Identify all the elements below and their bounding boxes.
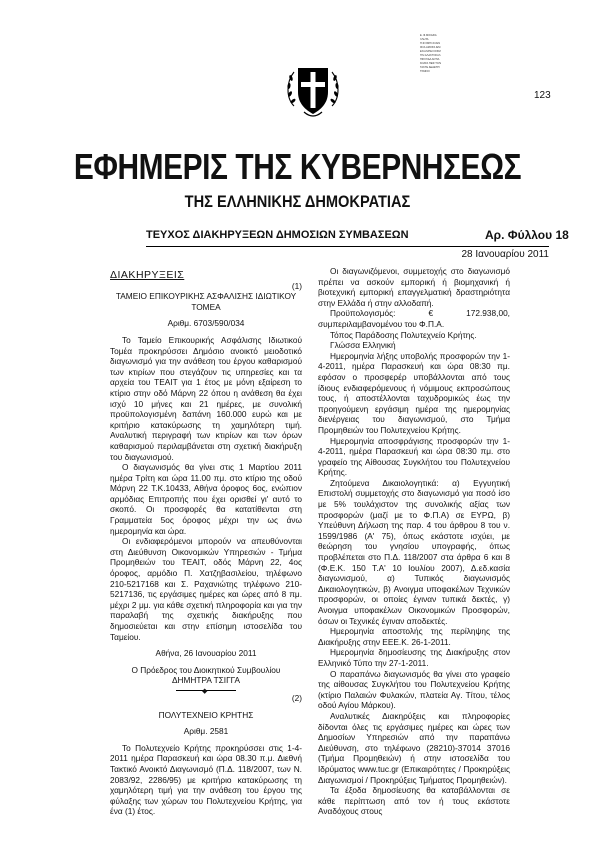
stamp-line: ΠΛΙ ΑΛΑΚΤΟΚΑΛ <box>420 54 441 57</box>
section-heading: ΔΙΑΚΗΡΥΞΕΙΣ <box>110 269 185 281</box>
stamp-line: ΛΛΗΤΑ <box>420 38 429 41</box>
stamp-line: Ε. Φ.ΜΟΙΑΖΙΑ <box>420 34 437 37</box>
masthead-title: ΕΦΗΜΕΡΙΣ ΤΗΣ ΚΥΒΕΡΝΗΣΕΩΣ <box>73 146 522 187</box>
notice-number: (1) <box>291 280 302 291</box>
signature-name: ΔΗΜΗΤΡΑ ΤΣΙΓΓΑ <box>171 675 241 686</box>
stamp-line: ΕΝ ΑΛΙΠΕΙ ΙΟΙΣΜ <box>420 50 441 53</box>
notice-reference: Αριθμ. 6703/590/034 <box>167 318 245 329</box>
stamp-line: ΠΦΥΛΙΔΑ ΑΝΤΙΑ <box>420 58 440 61</box>
stamp-line: ΤΑΚΤΕ ΔΕΔΕΤΡΙ <box>420 66 440 69</box>
issue-date: 28 Ιανουαρίου 2011 <box>461 249 549 260</box>
masthead-subtitle: ΤΗΣ ΕΛΛΗΝΙΚΗΣ ΔΗΜΟΚΡΑΤΙΑΣ <box>184 192 411 211</box>
publisher-stamp <box>420 34 476 74</box>
paragraph: Ημερομηνία δημοσίευσης της Διακήρυξης στον Ελληνικό Τύπο την 27-1-2011. <box>318 647 510 668</box>
paragraph: Ο παραπάνω διαγωνισμός θα γίνει στο γραφείο της αίθουσας Συγκλήτου του Πολυτεχνείου Κρήτης (κτίριο Παλαιών Φυλακών, πλατεία Αγ. Τίτου, τέλος οδού Αγίου Μάρκου). <box>318 668 510 711</box>
paragraph: Αναλυτικές Διακηρύξεις και πληροφορίες δίδονται όλες τις εργάσιμες ημέρες και ώρες των Δημοσίων Υπηρεσιών από την παραπάνω Διεύθυνση, στο τηλέφωνο (28210)-37014 37016 (Τμήμα Προμηθειών) ή στην ιστοσελίδα του Ιδρύματος www.tuc.gr (Επικαιρότητες / Προκηρύξεις Διαγωνισμοί / Προκηρύξεις Τμήματος Προμηθειών). <box>318 710 510 785</box>
paragraph: Ημερομηνία λήξης υποβολής προσφορών την 1-4-2011, ημέρα Παρασκευή και ώρα 08:30 πμ. εφόσον ο προσφερέρ υποβάλλονται από τους ίδιους ενδιαφερόμενους ή νόμιμους εκπροσώπους τους, ή αποστέλλονται ταχυδρομικώς έως την προηγούμενη εργάσιμη ημέρα της ημερομηνίας διενέργειας του διαγωνισμού, στο Τμήμα Προμηθειών του Πολυτεχνείου Κρήτης. <box>318 350 510 435</box>
notice-organization: ΤΑΜΕΙΟ ΕΠΙΚΟΥΡΙΚΗΣ ΑΣΦΑΛΙΣΗΣ ΙΔΙΩΤΙΚΟΥ ΤΟΜΕΑ <box>115 291 297 312</box>
sheet-number: Αρ. Φύλλου 18 <box>485 228 569 242</box>
issue-type: ΤΕΥΧΟΣ ΔΙΑΚΗΡΥΞΕΩΝ ΔΗΜΟΣΙΩΝ ΣΥΜΒΑΣΕΩΝ <box>146 229 409 241</box>
signature-date: Αθήνα, 26 Ιανουαρίου 2011 <box>155 648 257 659</box>
paragraph: Το Ταμείο Επικουρικής Ασφάλισης Ιδιωτικού Τομέα προκηρύσσει Δημόσιο ανοικτό μειοδοτικό διαγωνισμό για την ανάθεση του έργου καθαρισμού των κτιρίων που στεγάζουν τις υπηρεσίες και τα αρχεία του ΤΕΑΙΤ για 1 έτος με μόνη εξαίρεση το κτίριο στην οδό Μάρνη 22 όπου η ανάθεση θα έχει ισχύ 10 μήνες και 21 ημέρες, με συνολική προϋπολογισμένη δαπάνη 160.000 ευρώ και με κριτήριο κατακύρωσης τη χαμηλότερη τιμή. Αναλυτική περιγραφή των κτιρίων και των όρων καθαρισμού περιλαμβάνεται στη σχετική διακήρυξη του διαγωνισμού. <box>110 334 302 462</box>
page-number: 123 <box>534 90 551 101</box>
header-rule <box>146 246 549 247</box>
paragraph: Τόπος Παράδοσης Πολυτεχνείο Κρήτης. <box>330 329 477 340</box>
paragraph: Το Πολυτεχνείο Κρήτης προκηρύσσει στις 1-4-2011 ημέρα Παρασκευή και ώρα 08.30 π.μ. Διεθνή Τακτικό Ανοικτό Διαγωνισμό (Π.Δ. 118/2007, των Ν. 2083/92, 2286/95) με κριτήριο κατακύρωσης τη χαμηλότερη τιμή για την ανάθεση του έργου της φύλαξης των χώρων του Πολυτεχνείου Κρήτης, για ένα (1) έτος. <box>110 742 302 817</box>
paragraph: Οι ενδιαφερόμενοι μπορούν να απευθύνονται στη Διεύθυνση Οικονομικών Υπηρεσιών - Τμήμα Προμηθειών του ΤΕΑΙΤ, οδός Μάρνη 22, 4ος όροφος, αρμόδιο Π. Χατζηβασιλείου, τηλέφωνο 210-5217168 και Σ. Ραχανιώτης τηλέφωνο 210-5217136, τις εργάσιμες ημέρες και ώρες από 8 πμ. μέχρι 2 μμ. για κάθε σχετική πληροφορία και για την παραλαβή της σχετικής διακήρυξης που δημοσιεύεται και στην επίσημη ιστοσελίδα του Ταμείου. <box>110 536 302 642</box>
paragraph: Ζητούμενα Δικαιολογητικά: α) Εγγυητική Επιστολή συμμετοχής στο διαγωνισμό για ποσό ίσο με 5% τουλάχιστον της συνολικής αξίας των προσφορών (μαζί με το Φ.Π.Α) σε ΕΥΡΩ, β) Υπεύθυνη Δήλωση της παρ. 4 του άρθρου 8 του ν. 1599/1986 (Α' 75), όπως εκάστοτε ισχύει, με θεώρηση του γνησίου υπογραφής, όπως προβλέπεται στο Π.Δ. 118/2007 στα άρθρα 6 και 8 (Φ.Ε.Κ. 150 Τ.Α' 10 Ιουλίου 2007), Δ.εδ.κασία διαγωνισμού, α) Τυπικός διαγωνισμός Δικαιολογητικών, β) Ανοιγμα υποφακέλων Τεχνικών προσφορών, οι οποίες έγιναν τυπικά δεκτές, γ) Ανοιγμα υποφακέλων Οικονομικών Προσφορών, όσων οι Τεχνικές έγιναν αποδεκτές. <box>318 477 510 626</box>
stamp-line: Π.Φ ΣΜΠΙ.ΣΛΑΙΝ <box>420 42 441 45</box>
paragraph: Προϋπολογισμός: € 172.938,00, συμπεριλαμβανομένου του Φ.Π.Α. <box>318 308 510 329</box>
right-column <box>318 266 510 817</box>
paragraph: Τα έξοδα δημοσίευσης θα καταβάλλονται σε κάθε περίπτωση από τον ή τους εκάστοτε Αναδόχους στους <box>318 785 510 817</box>
paragraph: Γλώσσα Ελληνική <box>330 340 396 351</box>
paragraph: Ημερομηνία αποστολής της περίληψης της Διακήρυξης στην ΕΕΕ.Κ. 26-1-2011. <box>318 626 510 647</box>
notice-number: (2) <box>291 692 302 703</box>
paragraph: Οι διαγωνιζόμενοι, συμμετοχής στο διαγωνισμό πρέπει να ασκούν εμπορική ή βιομηχανική ή βιοτεχνική εμπορική επαγγελματική δραστηριότητα στην Ελλάδα ή στην αλλοδαπή. <box>318 266 510 308</box>
paragraph: Ημερομηνία αποσφράγισης προσφορών την 1-4-2011, ημέρα Παρασκευή και ώρα 08:30 πμ. στο γραφείο της Αίθουσας Συγκλήτου του Πολυτεχνείου Κρήτης. <box>318 435 510 478</box>
stamp-line: ΚΟΑΤΑ ΠΕΦ ΤΟΛΙ <box>420 62 442 65</box>
notice-organization: ΠΟΛΥΤΕΧΝΕΙΟ ΚΡΗΤΗΣ <box>158 709 254 720</box>
section-divider: ◆ <box>176 690 236 691</box>
notice-reference: Αριθμ. 2581 <box>183 726 229 737</box>
left-column <box>110 270 302 817</box>
paragraph: Ο διαγωνισμός θα γίνει στις 1 Μαρτίου 2011 ημέρα Τρίτη και ώρα 11.00 πμ. στο κτίριο της οδού Μάρνη 22 Τ.Κ.10433, Αθήνα όροφος 6ος, ενώπιον αρμόδιας Επιτροπής που έχει ορισθεί γι' αυτό το σκοπό. Οι προσφορές θα κατατίθενται στη Γραμματεία 5ος όροφος μέχρι την ως άνω ημερομηνία και ώρα. <box>110 462 302 536</box>
stamp-line: ΤΡΑΦΟΙ <box>420 70 430 73</box>
stamp-line: ΦΛΑ ΑΜΟΣΣ.ΔΙΜ <box>420 46 441 49</box>
coat-of-arms-icon <box>284 62 342 124</box>
signature-role: Ο Πρόεδρος του Διοικητικού Συμβουλίου <box>131 664 281 675</box>
